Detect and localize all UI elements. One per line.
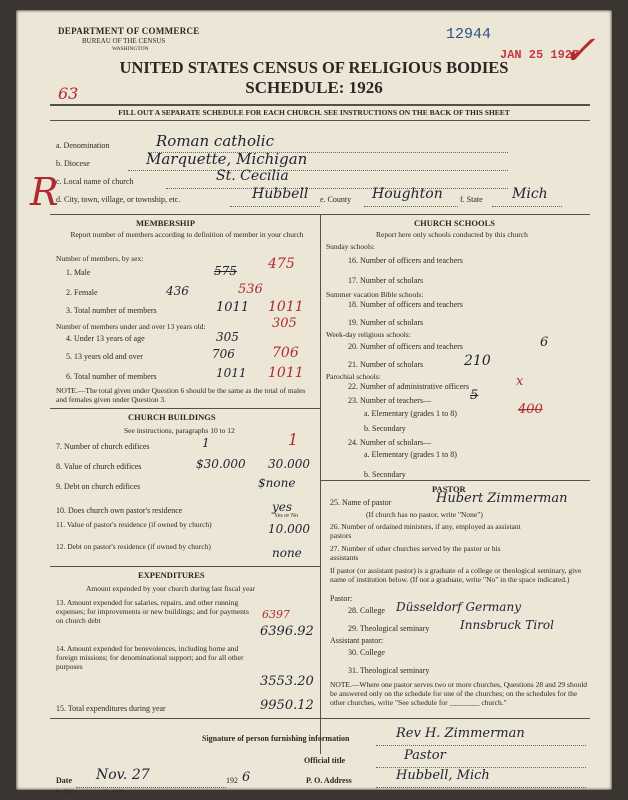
q23a-value: 400 (518, 402, 543, 417)
denomination-value: Roman catholic (156, 132, 274, 150)
official-title-value: Pastor (404, 748, 446, 763)
q29-label: 29. Theological seminary (348, 624, 430, 633)
summer-schools-label: Summer vacation Bible schools: (326, 290, 424, 299)
red-r-mark: R (30, 170, 59, 214)
buildings-sub: See instructions, paragraphs 10 to 12 (124, 426, 235, 435)
q28-label: 28. College (348, 606, 385, 615)
church-name-label: c. Local name of church (56, 177, 134, 186)
expenditures-sub: Amount expended by your church during last fiscal year (86, 584, 256, 593)
department-label: DEPARTMENT OF COMMERCE (58, 26, 200, 36)
instructions-line: FILL OUT A SEPARATE SCHEDULE FOR EACH CHURCH. SEE INSTRUCTIONS ON THE BACK OF THIS SHEET (118, 108, 510, 117)
pastor-note: NOTE.—Where one pastor serves two or more churches, Questions 28 and 29 should be answered only on the schedule for one of the churches; on the schedules for the other churches, write "See schedule for ________ church." (330, 680, 588, 707)
margin-number: 63 (58, 84, 79, 103)
q16-label: 16. Number of officers and teachers (348, 256, 463, 265)
assistant-pastor-subheading: Assistant pastor: (330, 636, 384, 645)
form-title: UNITED STATES CENSUS OF RELIGIOUS BODIES (119, 58, 509, 77)
q9-debt-value: $none (258, 476, 296, 490)
under-over-value: 305 (272, 316, 297, 331)
q25-note: (If church has no pastor, write "None") (366, 510, 483, 519)
graduate-note: If pastor (or assistant pastor) is a graduate of a college or theological seminary, give name of institution below. (If not a graduate, write "No" in the space indicated.) (330, 566, 582, 584)
year-prefix: 192 (226, 776, 238, 785)
q19-label: 19. Number of scholars (348, 318, 424, 327)
q12-residence-debt-label: 12. Debt on pastor's residence (if owned by church) (56, 542, 211, 551)
schools-sub: Report here only schools conducted by this church (376, 230, 528, 239)
q8-value: $30.000 (196, 457, 246, 471)
q14-benevolence-value: 3553.20 (260, 674, 314, 689)
q13-red-value: 6397 (262, 608, 290, 621)
q22-value: x (516, 374, 524, 389)
q5-over13-red-value: 706 (272, 345, 299, 361)
schools-heading: CHURCH SCHOOLS (414, 218, 495, 228)
q5-over13-value: 706 (212, 347, 235, 361)
q21-label: 21. Number of scholars (348, 360, 424, 369)
official-title-label: Official title (304, 756, 346, 765)
q7-edifices-red-value: 1 (288, 430, 299, 449)
serial-number: 12944 (446, 26, 492, 43)
q23-label: 23. Number of teachers— (348, 396, 432, 405)
q6-total-value: 1011 (216, 366, 247, 380)
q23b-label: b. Secondary (364, 424, 406, 433)
q8-value-label: 8. Value of church edifices (56, 462, 142, 471)
q10-residence-value: yes (272, 500, 293, 514)
q27-label: 27. Number of other churches served by the pastor or his assistants (330, 544, 501, 562)
date-label: Date (56, 776, 72, 785)
yes-no-caption: Yes or No (274, 513, 299, 519)
q2-female-value: 436 (166, 284, 189, 298)
diocese-label: b. Diocese (56, 159, 90, 168)
form-number: 8—5518 a (56, 790, 77, 795)
q14-benevolence-label: 14. Amount expended for benevolences, including home and foreign missions; for denominational support; and for all other purposes (56, 644, 244, 671)
received-date-stamp: JAN 25 1927 (500, 48, 580, 62)
q8-value-2: 30.000 (268, 457, 310, 471)
state-value: Mich (512, 186, 548, 202)
q9-debt-label: 9. Debt on church edifices (56, 482, 141, 491)
city-label: WASHINGTON (112, 46, 149, 52)
expenditures-heading: EXPENDITURES (138, 570, 205, 580)
q20-label: 20. Number of officers and teachers (348, 342, 463, 351)
q24b-label: b. Secondary (364, 470, 406, 479)
q15-total-value: 9950.12 (260, 698, 314, 713)
q13-running-value: 6396.92 (260, 624, 314, 639)
q13-running-label: 13. Amount expended for salaries, repairs, and other running expenses; for improvements or new buildings; and for payments on church debt (56, 598, 249, 625)
city-value: Hubbell (252, 186, 309, 202)
membership-intro: Report number of members according to definition of member in your church (70, 230, 304, 239)
q2-female-red-value: 536 (238, 282, 263, 297)
year-value: 6 (242, 770, 251, 785)
city-field-label: d. City, town, village, or township, etc. (56, 195, 181, 204)
q7-edifices-label: 7. Number of church edifices (56, 442, 150, 451)
pastor-heading: PASTOR (432, 484, 466, 494)
po-address-value: Hubbell, Mich (396, 768, 490, 783)
parochial-schools-label: Parochial schools: (326, 372, 381, 381)
bureau-label: BUREAU OF THE CENSUS (82, 37, 166, 45)
q25-label: 25. Name of pastor (330, 498, 392, 507)
q28-college-value: Düsseldorf Germany (396, 600, 521, 614)
denomination-label: a. Denomination (56, 141, 110, 150)
q11-residence-value-label: 11. Value of pastor's residence (if owned by church) (56, 520, 212, 529)
sunday-schools-label: Sunday schools: (326, 242, 375, 251)
q3-total-label: 3. Total number of members (66, 306, 157, 315)
diocese-value: Marquette, Michigan (146, 150, 308, 168)
form-number-2: 11—Vohle (104, 790, 126, 795)
signature-label: Signature of person furnishing information (202, 734, 350, 743)
church-name-value: St. Cecilia (216, 168, 289, 184)
census-schedule-sheet (16, 10, 612, 795)
q3-total-value: 1011 (216, 300, 250, 315)
state-label: f. State (460, 195, 483, 204)
q31-label: 31. Theological seminary (348, 666, 430, 675)
under-over-label: Number of members under and over 13 years old: (56, 322, 206, 331)
q15-total-label: 15. Total expenditures during year (56, 704, 166, 713)
q5-over13-label: 5. 13 years old and over (66, 352, 143, 361)
po-address-label: P. O. Address (306, 776, 352, 785)
schedule-title: SCHEDULE: 1926 (245, 78, 383, 97)
q1-male-label: 1. Male (66, 268, 91, 277)
weekday-schools-label: Week-day religious schools: (326, 330, 411, 339)
q10-residence-label: 10. Does church own pastor's residence (56, 506, 183, 515)
q21-value: 210 (464, 353, 491, 369)
q4-under13-value: 305 (216, 330, 239, 344)
q25-pastor-name: Hubert Zimmerman (436, 491, 568, 506)
county-label: e. County (320, 195, 352, 204)
membership-note: NOTE.—The total given under Question 6 should be the same as the total of males and females given under Question 3. (56, 386, 306, 404)
q7-edifices-value: 1 (202, 436, 210, 450)
q6-total-red-value: 1011 (268, 365, 304, 381)
q18-label: 18. Number of officers and teachers (348, 300, 463, 309)
q4-under13-label: 4. Under 13 years of age (66, 334, 145, 343)
q12-residence-debt-value: none (272, 546, 302, 560)
q17-label: 17. Number of scholars (348, 276, 424, 285)
q24-label: 24. Number of scholars— (348, 438, 432, 447)
pastor-subheading: Pastor: (330, 594, 353, 603)
q20-value: 6 (540, 335, 549, 350)
q3-total-red-value: 1011 (268, 299, 304, 315)
county-value: Houghton (372, 186, 443, 202)
q29-seminary-value: Innsbruck Tirol (460, 618, 554, 632)
buildings-heading: CHURCH BUILDINGS (128, 412, 216, 422)
q1-male-value: 475 (268, 256, 295, 272)
q24a-label: a. Elementary (grades 1 to 8) (364, 450, 457, 459)
q6-total-label: 6. Total number of members (66, 372, 157, 381)
q22-label: 22. Number of administrative officers (348, 382, 469, 391)
date-value: Nov. 27 (96, 767, 150, 783)
members-by-sex-label: Number of members, by sex: (56, 254, 144, 263)
q2-female-label: 2. Female (66, 288, 98, 297)
q23a-label: a. Elementary (grades 1 to 8) (364, 409, 457, 418)
red-check-mark: ✓ (562, 28, 596, 74)
q11-residence-value: 10.000 (268, 522, 310, 536)
q23-value: 5 (470, 388, 479, 403)
q30-label: 30. College (348, 648, 385, 657)
signature-value: Rev H. Zimmerman (396, 726, 525, 741)
membership-heading: MEMBERSHIP (136, 218, 196, 228)
q26-label: 26. Number of ordained ministers, if any, employed as assistant pastors (330, 522, 521, 540)
q1-male-struck-value: 575 (214, 264, 237, 278)
